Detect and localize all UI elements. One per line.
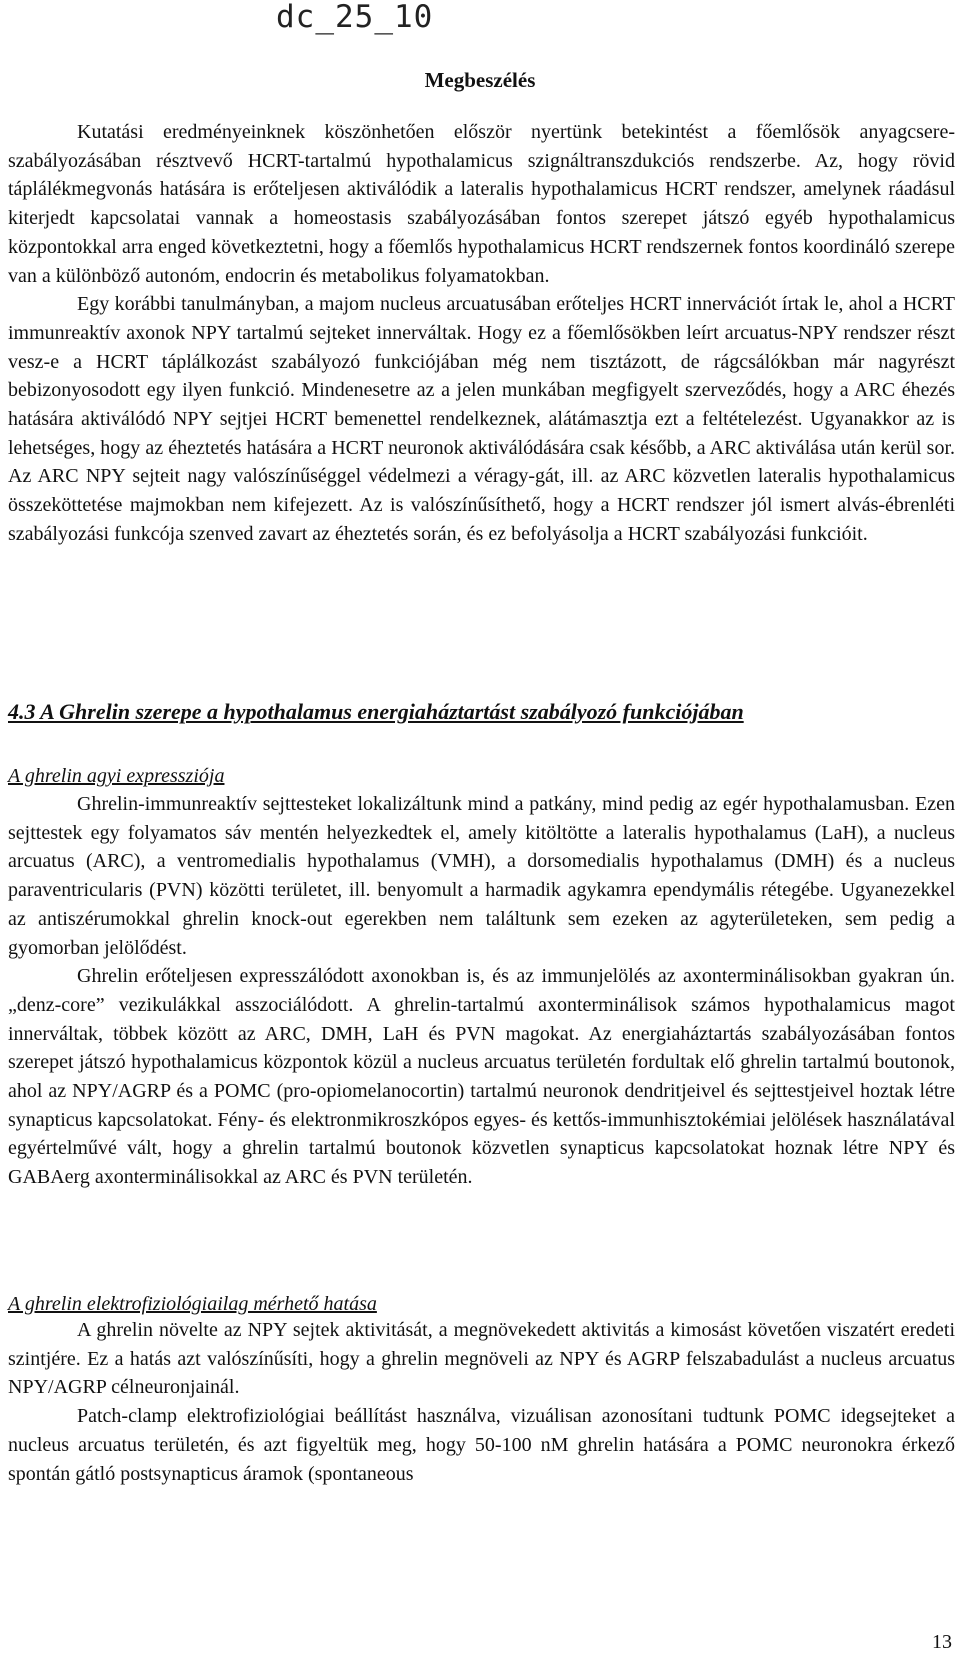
subsection-title-electrophysiology: A ghrelin elektrofiziológiailag mérhető hatása [8, 1293, 377, 1315]
paragraph: Patch-clamp elektrofiziológiai beállítást használva, vizuálisan azonosítani tudtunk POMC idegsejteket a nucleus arcuatus területén, és azt figyeltük meg, hogy 50-100 nM ghrelin hatására a POMC neuronokra érkező spontán gátló postsynapticus áramok (spontaneous [8, 1405, 955, 1485]
paragraph: Egy korábbi tanulmányban, a majom nucleus arcuatusában erőteljes HCRT innervációt írtak le, ahol a HCRT immunreaktív axonok NPY tartalmú sejteket innerváltak. Hogy ez a főemlősökben leírt arcuatus-NPY rendszer részt vesz-e a HCRT táplálkozást szabályozó funkciójában még nem tisztázott, de rágcsálókban már nagyrészt bebizonyosodott egy ilyen funkció. Mindenesetre az a jelen munkában megfigyelt szerveződés, hogy a ARC éhezés hatására aktiválódó NPY sejtjei HCRT bemenettel rendelkeznek, alátámasztja ezt a feltételezést. Ugyanakkor az is lehetséges, hogy az éheztetés hatására a HCRT neuronok aktiválódására csak később, a ARC aktiválása után kerül sor. Az ARC NPY sejteit nagy valószínűséggel védelmezi a véragy-gát, ill. az ARC közvetlen lateralis hypothalamicus összeköttetése majmokban nem kifejezett. Az is valószínűsíthető, hogy a HCRT rendszer jól ismert alvás-ébrenléti szabályozási funkcója szenved zavart az éheztetés során, és ez befolyásolja a HCRT szabályozási funkcióit. [8, 293, 955, 545]
subsection-title-expression: A ghrelin agyi expressziója [8, 765, 225, 787]
paragraph: A ghrelin növelte az NPY sejtek aktivitását, a megnövekedett aktivitás a kimosást követően viszatért eredeti szintjére. Ez a hatás azt valószínűsíti, hogy a ghrelin megnöveli az NPY és AGRP felszabadulást a nucleus arcuatus NPY/AGRP célneuronjainál. [8, 1319, 955, 1399]
paragraph: Kutatási eredményeinknek köszönhetően először nyertünk betekintést a főemlősök anyagcsere-szabályozásában résztvevő HCRT-tartalmú hypothalamicus szignáltranszdukciós rendszerbe. Az, hogy rövid táplálékmegvonás hatására is erőteljesen aktiválódik a lateralis hypothalamicus HCRT rendszer, amelynek ráadásul kiterjedt kapcsolatai vannak a homeostasis szabályozásában fontos szerepet játszó egyéb hypothalamicus központokkal arra enged következtetni, hogy a főemlős hypothalamicus HCRT rendszernek fontos koordináló szerepe van a különböző autonóm, endocrin és metabolikus folyamatokban. [8, 121, 955, 287]
paragraph: Ghrelin-immunreaktív sejttesteket lokalizáltunk mind a patkány, mind pedig az egér hypothalamusban. Ezen sejttestek egy folyamatos sáv mentén helyezkedtek el, amely kitöltötte a lateralis hypothalamus (LaH), a nucleus arcuatus (ARC), a ventromedialis hypothalamus (VMH), a dorsomedialis hypothalamus (DMH) és a nucleus paraventricularis (PVN) közötti területet, ill. benyomult a harmadik agykamra ependymális rétegébe. Ugyanezekkel az antiszérumokkal ghrelin knock-out egerekben nem találtunk sem ezeken az agyterületeken, sem pedig a gyomorban jelölődést. [8, 793, 955, 959]
expression-body [8, 790, 955, 1192]
page-number: 13 [932, 1631, 952, 1653]
paragraph: Ghrelin erőteljesen expresszálódott axonokban is, és az immunjelölés az axonterminálisokban gyakran ún. „denz-core” vezikulákkal asszociálódott. A ghrelin-tartalmú axonterminálisok számos hypothalamicus magot innerváltak, többek között az ARC, DMH, LaH és PVN magokat. Az energiaháztartás szabályozásában fontos szerepet játszó hypothalamicus központok közül a nucleus arcuatus területén fordultak elő ghrelin tartalmú boutonok, ahol az NPY/AGRP és a POMC (pro-opiomelanocortin) tartalmú neuronok dendritjeivel és sejttestjeivel hoztak létre synapticus kapcsolatokat. Fény- és elektronmikroszkópos egyes- és kettős-immunhisztokémiai jelölések használatával egyértelművé vált, hogy a ghrelin tartalmú boutonok közvetlen synapticus kapcsolatokat hoznak létre NPY és GABAerg axonterminálisokkal az ARC és PVN területén. [8, 965, 955, 1189]
chapter-title: 4.3 A Ghrelin szerepe a hypothalamus energiaháztartást szabályozó funkciójában [8, 699, 744, 724]
document-code-header: dc_25_10 [276, 0, 434, 35]
discussion-body [8, 118, 955, 549]
electrophysiology-body [8, 1316, 955, 1488]
section-heading-discussion: Megbeszélés [424, 68, 536, 92]
